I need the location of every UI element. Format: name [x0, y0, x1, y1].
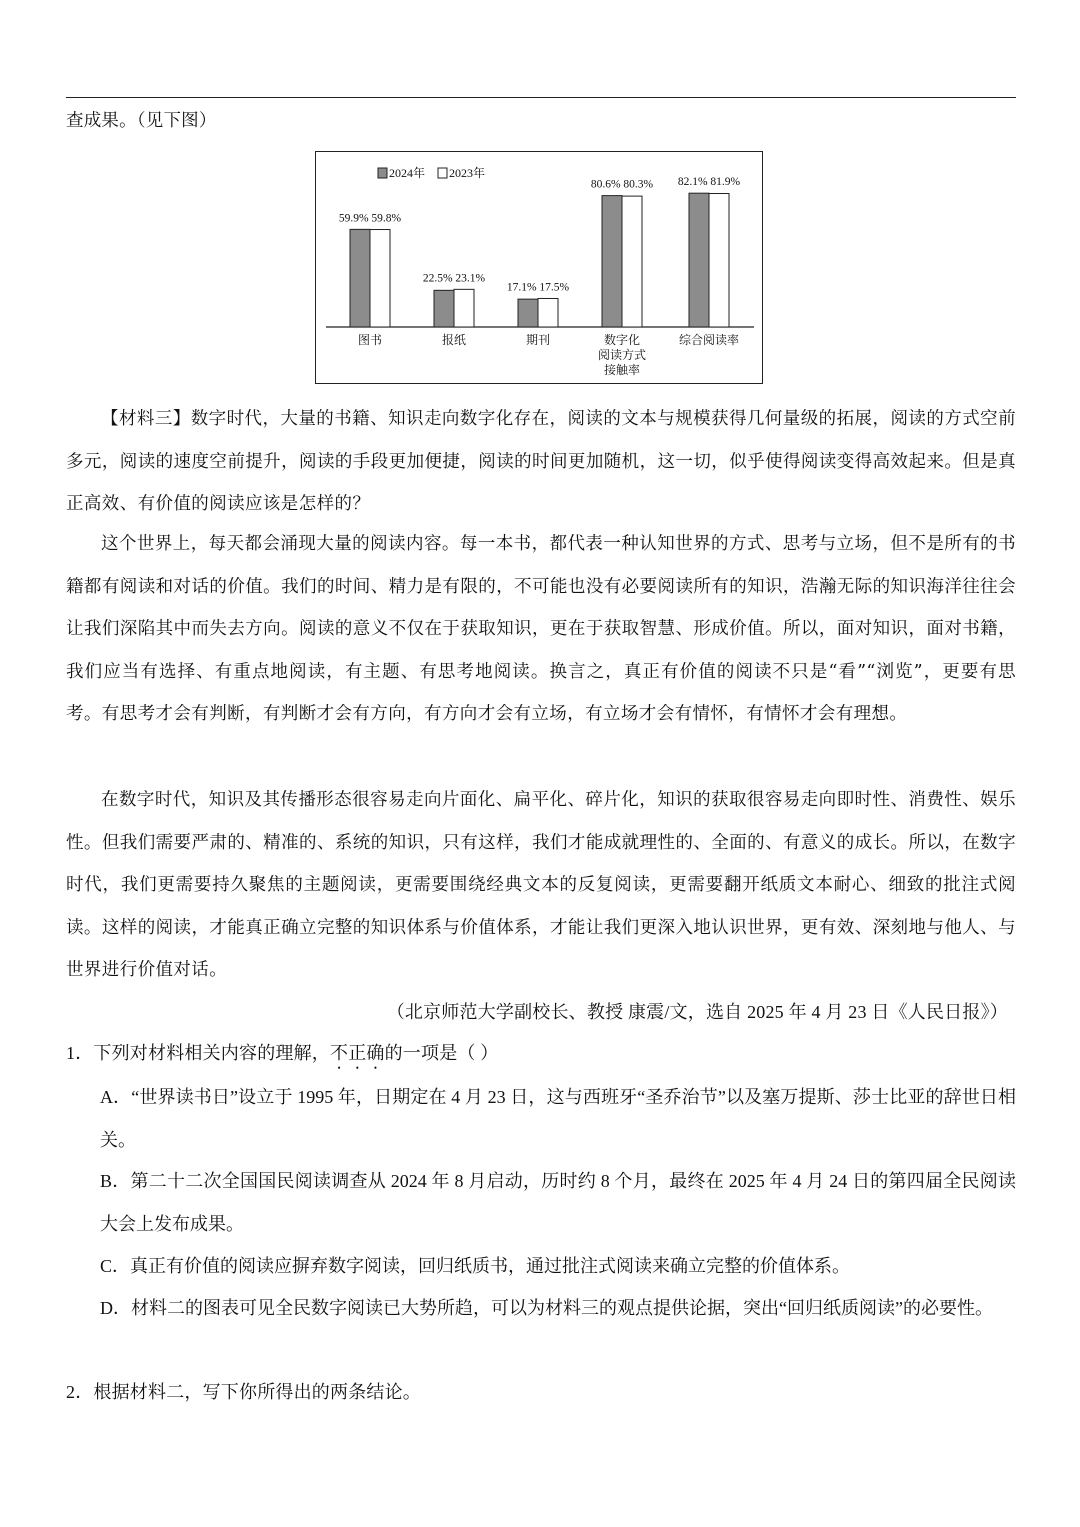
question-1 — [66, 1042, 499, 1073]
data-label-3: 80.6% 80.3% — [590, 178, 654, 191]
bar-1-0 — [434, 290, 454, 327]
option-d: D．材料二的图表可见全民数字阅读已大势所趋，可以为材料三的观点提供论据，突出“回归纸质阅读”的必要性。 — [100, 1298, 993, 1318]
material3-paragraph-3: 在数字时代，知识及其传播形态很容易走向片面化、扁平化、碎片化，知识的获取很容易走向即时性、消费性、娱乐性。但我们需要严肃的、精准的、系统的知识，只有这样，我们才能成就理性的、全面的、有意义的成长。所以，在数字时代，我们更需要持久聚焦的主题阅读，更需要围绕经典文本的反复阅读，更需要翻开纸质文本耐心、细致的批注式阅读。这样的阅读，才能真正确立完整的知识体系与价值体系，才能让我们更深入地认识世界，更有效、深刻地与他人、与世界进行价值对话。 — [66, 790, 1016, 980]
legend-swatch-1 — [438, 168, 447, 178]
option-a: A．“世界读书日”设立于 1995 年，日期定在 4 月 23 日，这与西班牙“圣乔治节”以及塞万提斯、莎士比亚的辞世日相关。 — [100, 1087, 1016, 1150]
bar-3-1 — [622, 196, 642, 327]
question-2: 2．根据材料二，写下你所得出的两条结论。 — [66, 1382, 421, 1402]
bar-2-1 — [538, 298, 558, 327]
bar-4-0 — [689, 193, 709, 327]
question-1-prefix: 1．下列对材料相关内容的理解， — [66, 1043, 330, 1063]
category-label-0: 图书 — [357, 333, 383, 347]
header-rule — [66, 97, 1016, 98]
data-label-4: 82.1% 81.9% — [677, 176, 741, 189]
bar-1-1 — [454, 289, 474, 327]
category-label-1: 报纸 — [441, 333, 467, 347]
material3-paragraph-2: 这个世界上，每天都会涌现大量的阅读内容。每一本书，都代表一种认知世界的方式、思考与立场，但不是所有的书籍都有阅读和对话的价值。我们的时间、精力是有限的，不可能也没有必要阅读所有的知识，浩瀚无际的知识海洋往往会让我们深陷其中而失去方向。阅读的意义不仅在于获取知识，更在于获取智慧、形成价值。所以，面对知识，面对书籍，我们应当有选择、有重点地阅读，有主题、有思考地阅读。换言之，真正有价值的阅读不只是“看”“浏览”，更要有思考。有思考才会有判断，有判断才会有方向，有方向才会有立场，有立场才会有情怀，有情怀才会有理想。 — [66, 534, 1016, 724]
category-label-4: 综合阅读率 — [678, 333, 740, 347]
bar-0-0 — [350, 229, 370, 327]
question-1-emphasis: 不正确 — [330, 1043, 385, 1063]
bar-2-0 — [518, 299, 538, 327]
source-citation: （北京师范大学副校长、教授 康震/文，选自 2025 年 4 月 23 日《人民日报》） — [386, 1002, 1008, 1022]
option-c: C．真正有价值的阅读应摒弃数字阅读，回归纸质书，通过批注式阅读来确立完整的价值体系。 — [100, 1256, 851, 1276]
data-label-1: 22.5% 23.1% — [422, 272, 486, 285]
legend-swatch-0 — [378, 168, 387, 178]
bar-0-1 — [370, 230, 390, 327]
reading-rate-chart — [315, 151, 763, 384]
question-1-suffix: 的一项是（ ） — [384, 1043, 499, 1063]
continued-text: 查成果。（见下图） — [66, 111, 217, 131]
category-label-3: 数字化阅读方式接触率 — [597, 333, 647, 377]
material3-paragraph-1: 【材料三】数字时代，大量的书籍、知识走向数字化存在，阅读的文本与规模获得几何量级的拓展，阅读的方式空前多元，阅读的速度空前提升，阅读的手段更加便捷，阅读的时间更加随机，这一切，似乎使得阅读变得高效起来。但是真正高效、有价值的阅读应该是怎样的？ — [66, 409, 1016, 514]
category-label-2: 期刊 — [525, 333, 551, 347]
bar-3-0 — [602, 196, 622, 327]
data-label-2: 17.1% 17.5% — [506, 281, 570, 294]
option-b: B．第二十二次全国国民阅读调查从 2024 年 8 月启动，历时约 8 个月，最终在 2025 年 4 月 24 日的第四届全民阅读大会上发布成果。 — [100, 1171, 1016, 1234]
data-label-0: 59.9% 59.8% — [338, 212, 402, 225]
legend-label-1: 2023年 — [449, 166, 486, 180]
chart-svg — [316, 152, 764, 385]
legend-label-0: 2024年 — [389, 166, 426, 180]
bar-4-1 — [709, 194, 729, 327]
